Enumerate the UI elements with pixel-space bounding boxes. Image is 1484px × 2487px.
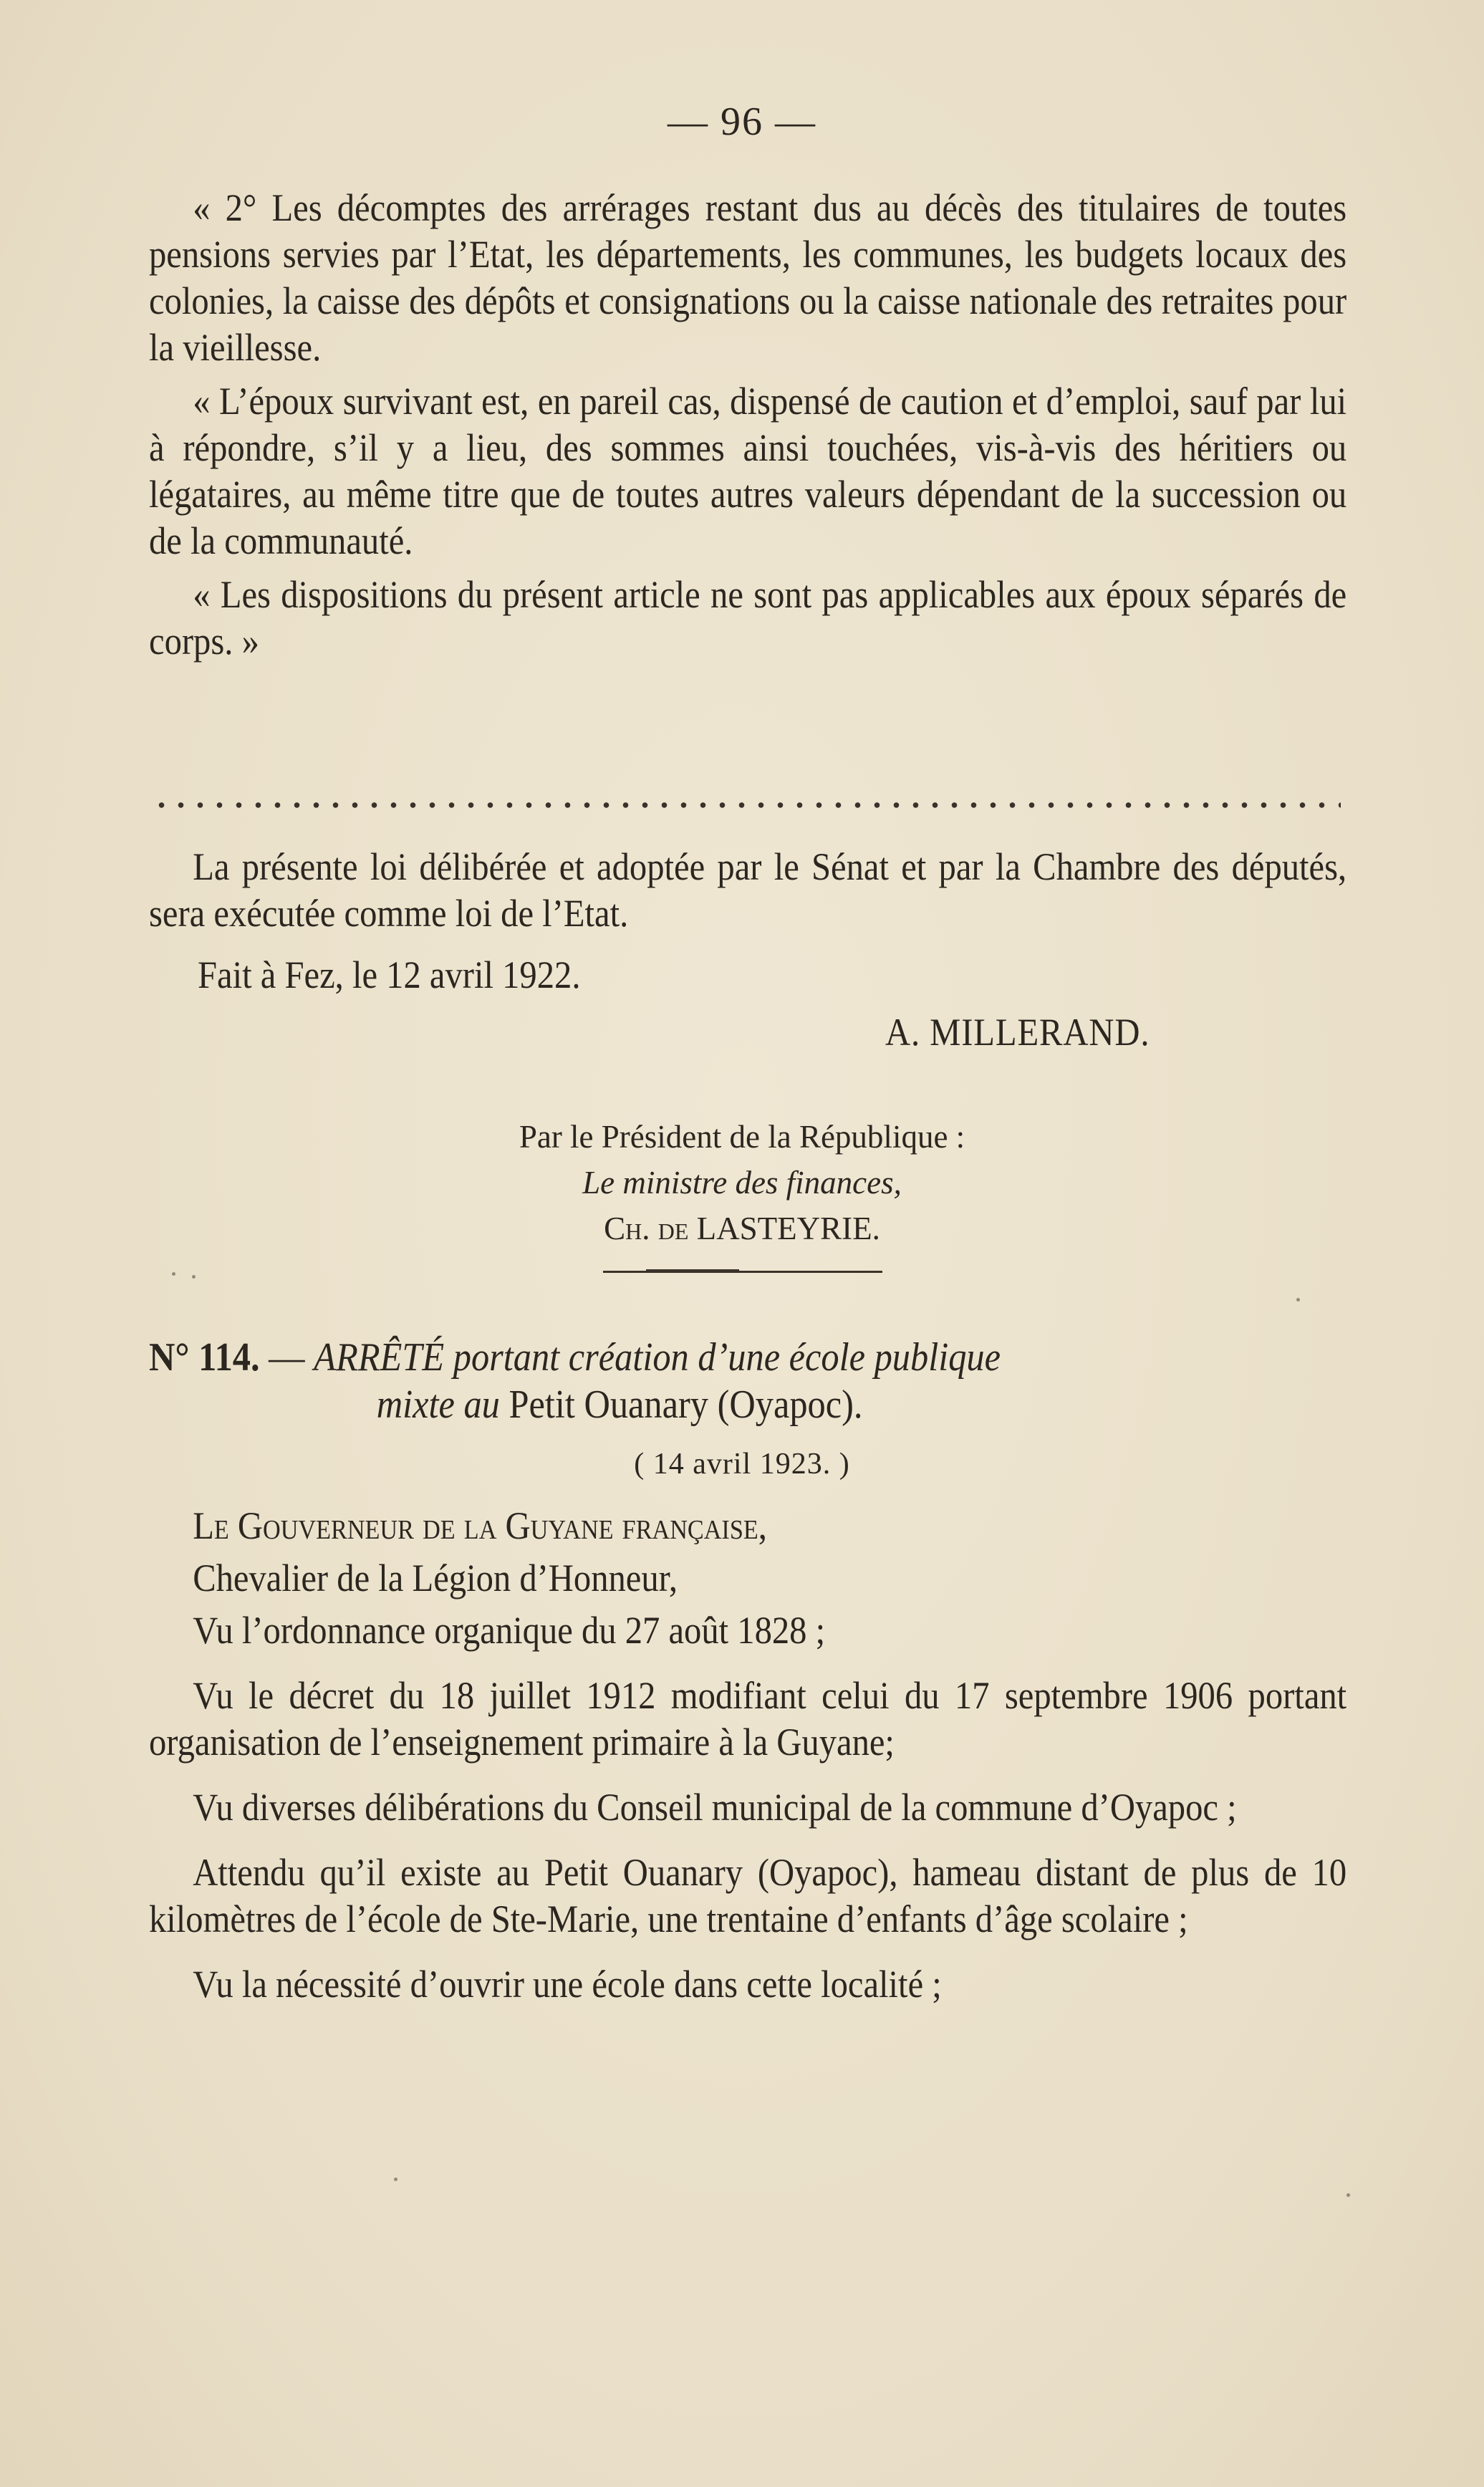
quoted-provisions [149, 185, 1347, 665]
signature: A. MILLERAND. [885, 1011, 1150, 1054]
enactment-paragraph: La présente loi délibérée et adoptée par le Sénat et par la Chambre des députés, sera exécutée comme loi de l’Etat. [149, 845, 1347, 935]
countersign-name: Ch. de LASTEYRIE. [604, 1211, 880, 1246]
paper-speck [1346, 2193, 1350, 2197]
decree-number: N° 114. [149, 1335, 260, 1380]
decree-date: ( 14 avril 1923. ) [634, 1448, 850, 1481]
section-divider [603, 1271, 882, 1273]
decree-paragraph: Vu l’ordonnance organique du 27 août 1828 ; [193, 1609, 826, 1652]
provision-paragraph: « L’époux survivant est, en pareil cas, dispensé de caution et d’emploi, sauf par lui à répondre, s’il y a lieu, des sommes ainsi touchées, vis-à-vis des héritiers ou légataires, au même titre que de toutes autres valeurs dépendant de la succession ou de la communauté. [149, 380, 1347, 562]
decree-paragraph: Le Gouverneur de la Guyane française, [193, 1504, 767, 1547]
decree-paragraph: Attendu qu’il existe au Petit Ouanary (Oyapoc), hameau distant de plus de 10 kilomètres de l’école de Ste-Marie, une trentaine d’enfants d’âge scolaire ; [149, 1851, 1347, 1940]
decree-title: portant création d’une école publique [453, 1335, 1001, 1380]
provision-paragraph: « 2° Les décomptes des arrérages restant dus au décès des titulaires de toutes pensions servies par l’Etat, les départements, les communes, les budgets locaux des colonies, la caisse des dépôts et consignations ou la caisse nationale des retraites pour la vieillesse. [149, 186, 1347, 369]
countersign-minister: Le ministre des finances, [582, 1165, 902, 1201]
decree-paragraph: Vu diverses délibérations du Conseil municipal de la commune d’Oyapoc ; [193, 1786, 1237, 1829]
dotted-separator [152, 801, 1341, 809]
page-number: — 96 — [668, 100, 816, 144]
decree-heading [149, 1334, 1245, 1428]
decree-place: Petit Ouanary (Oyapoc). [509, 1382, 863, 1427]
decree-paragraph: Vu la nécessité d’ouvrir une école dans cette localité ; [193, 1963, 942, 2006]
decree-body [149, 1503, 1347, 2026]
countersign-line: Par le Président de la République : [519, 1119, 965, 1155]
decree-paragraph: Vu le décret du 18 juillet 1912 modifiant celui du 17 septembre 1906 portant organisation de l’enseignement primaire à la Guyane; [149, 1674, 1347, 1764]
date-line: Fait à Fez, le 12 avril 1922. [198, 953, 581, 996]
countersignature [0, 1114, 1484, 1251]
paper-speck [394, 2178, 398, 2181]
enactment-block [149, 844, 1347, 937]
decree-paragraph: Chevalier de la Légion d’Honneur, [193, 1557, 678, 1600]
decree-dash: — [269, 1335, 305, 1380]
decree-title: mixte au [376, 1382, 500, 1427]
paper-speck [192, 1275, 196, 1279]
provision-paragraph: « Les dispositions du présent article ne sont pas applicables aux époux séparés de corps. » [149, 573, 1347, 663]
paper-speck [172, 1272, 175, 1276]
paper-speck [1296, 1298, 1300, 1302]
decree-type: ARRÊTÉ [314, 1335, 445, 1380]
